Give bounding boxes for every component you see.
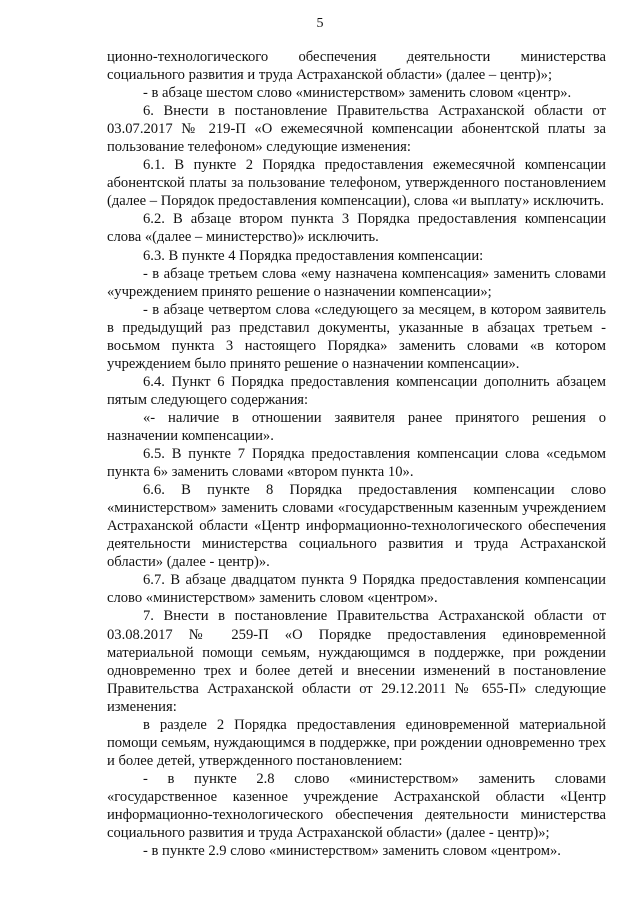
paragraph: - в абзаце шестом слово «министерством» заменить словом «центр». [143,85,572,102]
paragraph: «- наличие в отношении заявителя ранее принятого решения о назначении компенсации». [107,409,606,444]
paragraph-continuation: ционно-технологического обеспечения деятельности министерства социального развития и труда Астраханской области» (далее – центр)»; [107,49,606,84]
paragraph: в разделе 2 Порядка предоставления единовременной материальной помощи семьям, нуждающимся в поддержке, при рождении одновременно трех и более детей, утвержденного постановлением: [107,716,606,769]
paragraph: 6.5. В пункте 7 Порядка предоставления компенсации слова «седьмом пункта 6» заменить словами «втором пункта 10». [107,446,606,481]
paragraph: - в абзаце третьем слова «ему назначена компенсация» заменить словами «учреждением принято решение о назначении компенсации»; [107,265,606,300]
paragraph: 6.7. В абзаце двадцатом пункта 9 Порядка предоставления компенсации слово «министерством» заменить словом «центром». [107,572,606,607]
paragraph: 6.2. В абзаце втором пункта 3 Порядка предоставления компенсации слова «(далее – министерство)» исключить. [107,211,606,246]
page-number: 5 [316,16,324,31]
paragraph: - в пункте 2.9 слово «министерством» заменить словом «центром». [143,843,561,860]
document-body [107,48,606,860]
paragraph: 7. Внести в постановление Правительства Астраханской области от 03.08.2017 № 259-П «О Порядке предоставления единовременной материальной помощи семьям, нуждающимся в поддержке, при рождении одновременно трех и более детей и внесении изменений в постановление Правительства Астраханской области от 29.12.2011 № 655-П» следующие изменения: [107,608,606,715]
paragraph: - в абзаце четвертом слова «следующего за месяцем, в котором заявитель в предыдущий раз представил документы, указанные в абзацах третьем - восьмом пункта 3 настоящего Порядка» заменить словами «в котором учреждением было принято решение о назначении компенсации». [107,301,606,372]
paragraph: 6.1. В пункте 2 Порядка предоставления ежемесячной компенсации абонентской платы за пользование телефоном, утвержденного постановлением (далее – Порядок предоставления компенсации), слова «и выплату» исключить. [107,157,606,210]
paragraph: 6.4. Пункт 6 Порядка предоставления компенсации дополнить абзацем пятым следующего содержания: [107,373,606,408]
paragraph: 6.3. В пункте 4 Порядка предоставления компенсации: [143,247,484,264]
paragraph: 6. Внести в постановление Правительства Астраханской области от 03.07.2017 № 219-П «О ежемесячной компенсации абонентской платы за пользование телефоном» следующие изменения: [107,103,606,156]
paragraph: 6.6. В пункте 8 Порядка предоставления компенсации слово «министерством» заменить словами «государственным казенным учреждением Астраханской области «Центр информационно-технологического обеспечения деятельности министерства социального развития и труда Астраханской области» (далее - центр)». [107,482,606,571]
paragraph: - в пункте 2.8 слово «министерством» заменить словами «государственное казенное учреждение Астраханской области «Центр информационно-технологического обеспечения деятельности министерства социального развития и труда Астраханской области» (далее - центр)»; [107,770,606,842]
